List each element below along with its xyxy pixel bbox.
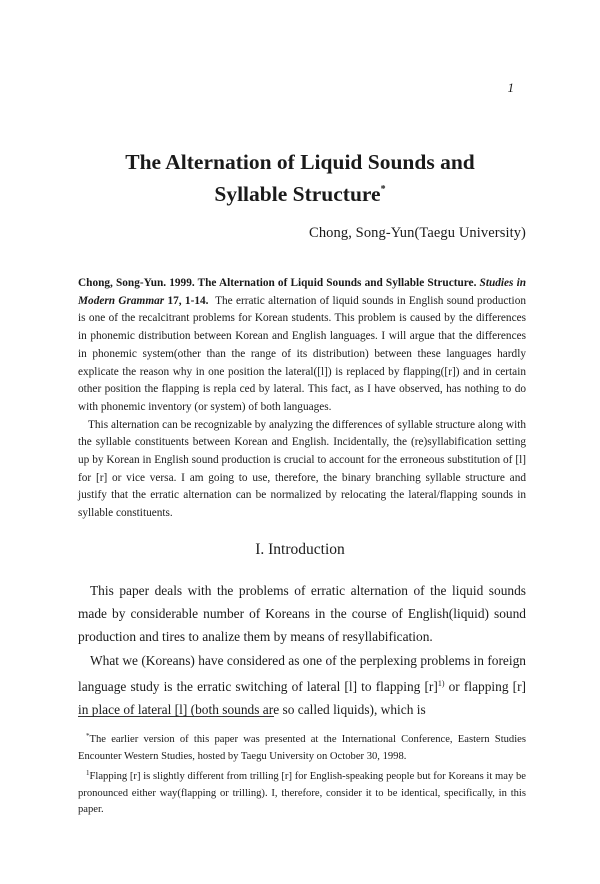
title-footnote-marker: * xyxy=(380,184,386,195)
title-line-1: The Alternation of Liquid Sounds and xyxy=(125,150,475,174)
paper-title xyxy=(0,148,600,208)
abstract xyxy=(78,275,526,523)
title-line-2-text: Syllable Structure xyxy=(214,182,381,206)
journal-name: Studies in Modern Grammar xyxy=(78,277,527,307)
abstract-paragraph-2: This alternation can be recognizable by analyzing the differences of syllable structure along with the syllable constituents between Korean and English. Incidentally, the (re)syllabification setting up by Korean in English sound production is crucial to account for the erroneous substitution of [l] for [r] or vice versa. I am going to use, therefore, the binary branching syllable structure and justify that the erratic alternation can be normalized by relocating the lateral/flapping sounds in syllable constituents. xyxy=(78,418,526,520)
section-heading: I. Introduction xyxy=(255,541,345,558)
body-paragraph-2-part-1: What we (Koreans) have considered as one of the perplexing problems in foreign language study is the erratic switching of lateral [l] to flapping [r] xyxy=(78,652,526,694)
body-paragraph-1: This paper deals with the problems of erratic alternation of the liquid sounds made by considerable number of Koreans in the course of English(liquid) sound production and tires to analize them by means of resyllabification. xyxy=(78,583,526,645)
footnote-reference: 1) xyxy=(437,678,445,688)
footnote-1 xyxy=(78,728,526,765)
footnote-divider xyxy=(78,716,274,717)
footnote-1-text: The earlier version of this paper was presented at the International Conference, Eastern Studies Encounter Western Studies, hosted by Taegu University on October 30, 1998. xyxy=(78,734,526,762)
abstract-paragraph-1 xyxy=(78,275,526,417)
page-number: 1 xyxy=(507,80,514,95)
author-affiliation: Chong, Song-Yun(Taegu University) xyxy=(309,225,526,241)
footnote-2 xyxy=(78,765,526,819)
title-line-2 xyxy=(0,176,600,208)
body-paragraph-2 xyxy=(78,649,526,722)
footnotes xyxy=(78,728,526,819)
footnote-1-marker: * xyxy=(86,732,90,740)
abstract-citation: Chong, Song-Yun. 1999. The Alternation of Liquid Sounds and Syllable Structure. xyxy=(78,277,477,289)
journal-volume-pages: 17, 1-14. xyxy=(164,294,209,307)
body-paragraph-2-part-2: or flapping [r] in place of lateral [l] (both sounds are so called liquids), which is xyxy=(78,678,526,718)
footnote-2-marker: 1 xyxy=(86,769,90,778)
abstract-text-1: The erratic alternation of liquid sounds in English sound production is one of the recalcitrant problems for Korean students. This problem is caused by the differences in phonemic distribution between Korean and English languages. I will argue that the differences in phonemic system(other than the range of its distribution) between these languages hardly explicate the reason why in one position the lateral([l]) is replaced by flapping([r]) and in certain other position the flapping is repla ced by lateral. This fact, as I have observed, has nothing to do with phonemic inventory (or system) of both languages. xyxy=(78,294,526,413)
footnote-2-text: Flapping [r] is slightly different from trilling [r] for English-speaking people but for Koreans it may be pronounced either way(flapping or trilling). I, therefore, consider it to be identical, specifically, in this paper. xyxy=(78,771,526,816)
body-text xyxy=(78,579,526,721)
